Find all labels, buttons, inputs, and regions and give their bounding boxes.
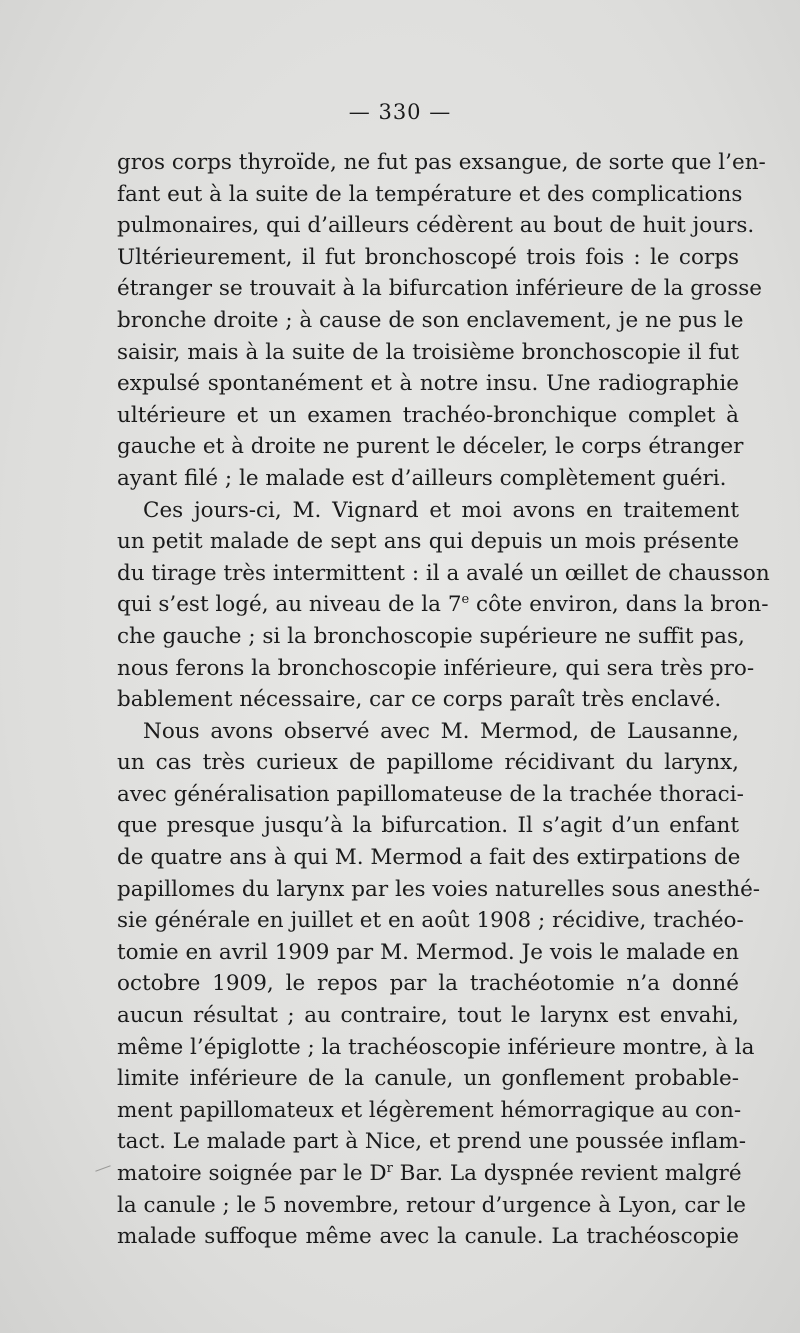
text-line: gauche et à droite ne purent le déceler, le corps étranger — [117, 434, 744, 460]
text-line-part: matoire soignée par le D — [117, 1161, 387, 1186]
text-line: saisir, mais à la suite de la troisième bronchoscopie il fut — [117, 339, 739, 365]
text-line: bronche droite ; à cause de son enclavement, je ne pus le — [117, 307, 744, 333]
text-line: Ces jours-ci, M. Vignard et moi avons en traitement — [143, 497, 739, 523]
text-line: aucun résultat ; au contraire, tout le larynx est envahi, — [117, 1003, 739, 1029]
text-line: ment papillomateux et légèrement hémorragique au con- — [117, 1097, 742, 1123]
text-line: nous ferons la bronchoscopie inférieure, qui sera très pro- — [117, 655, 755, 681]
text-line-part: Bar. La dyspnée revient malgré — [392, 1161, 742, 1186]
body-text — [117, 147, 770, 1253]
text-line: pulmonaires, qui d’ailleurs cédèrent au bout de huit jours. — [117, 213, 755, 239]
superscript: e — [461, 592, 470, 608]
text-line: papillomes du larynx par les voies naturelles sous anesthé- — [117, 876, 761, 902]
text-line: bablement nécessaire, car ce corps paraît très enclavé. — [117, 687, 722, 713]
text-line: ayant filé ; le malade est d’ailleurs complètement guéri. — [117, 465, 727, 491]
text-line: tact. Le malade part à Nice, et prend une poussée inflam- — [117, 1129, 747, 1155]
text-line: de quatre ans à qui M. Mermod a fait des extirpations de — [117, 845, 741, 871]
text-line-part: côte environ, dans la bron- — [469, 592, 769, 618]
text-line-part: qui s’est logé, au niveau de la 7 — [117, 592, 462, 618]
text-line: un cas très curieux de papillome récidivant du larynx, — [117, 750, 739, 776]
margin-mark — [95, 1165, 110, 1171]
text-line: fant eut à la suite de la température et des complications — [117, 181, 743, 207]
text-line: ultérieure et un examen trachéo-bronchique complet à — [117, 402, 739, 428]
text-line: étranger se trouvait à la bifurcation inférieure de la grosse — [117, 276, 763, 302]
text-line: que presque jusqu’à la bifurcation. Il s’agit d’un enfant — [117, 813, 739, 839]
page-number: — 330 — — [348, 100, 452, 124]
text-line: Ultérieurement, il fut bronchoscopé trois fois : le corps — [117, 244, 739, 270]
text-line: octobre 1909, le repos par la trachéotomie n’a donné — [117, 971, 739, 997]
text-line: un petit malade de sept ans qui depuis un mois présente — [117, 529, 739, 555]
superscript: r — [386, 1161, 393, 1176]
text-line: du tirage très intermittent : il a avalé un œillet de chausson — [117, 560, 770, 586]
text-line — [117, 589, 769, 621]
text-line: tomie en avril 1909 par M. Mermod. Je vois le malade en — [117, 939, 739, 965]
text-line: malade suffoque même avec la canule. La trachéoscopie — [117, 1224, 739, 1250]
text-line: Nous avons observé avec M. Mermod, de Lausanne, — [143, 718, 739, 744]
text-line: gros corps thyroïde, ne fut pas exsangue, de sorte que l’en- — [117, 150, 766, 175]
text-line: limite inférieure de la canule, un gonflement probable- — [117, 1066, 739, 1092]
text-line: la canule ; le 5 novembre, retour d’urgence à Lyon, car le — [117, 1192, 746, 1218]
text-line: expulsé spontanément et à notre insu. Une radiographie — [117, 371, 739, 397]
text-line: che gauche ; si la bronchoscopie supérieure ne suffit pas, — [117, 623, 745, 649]
text-line — [117, 1158, 742, 1190]
text-line: sie générale en juillet et en août 1908 ; récidive, trachéo- — [117, 908, 744, 934]
text-line: même l’épiglotte ; la trachéoscopie inférieure montre, à la — [117, 1034, 755, 1060]
text-line: avec généralisation papillomateuse de la trachée thoraci- — [117, 781, 744, 807]
